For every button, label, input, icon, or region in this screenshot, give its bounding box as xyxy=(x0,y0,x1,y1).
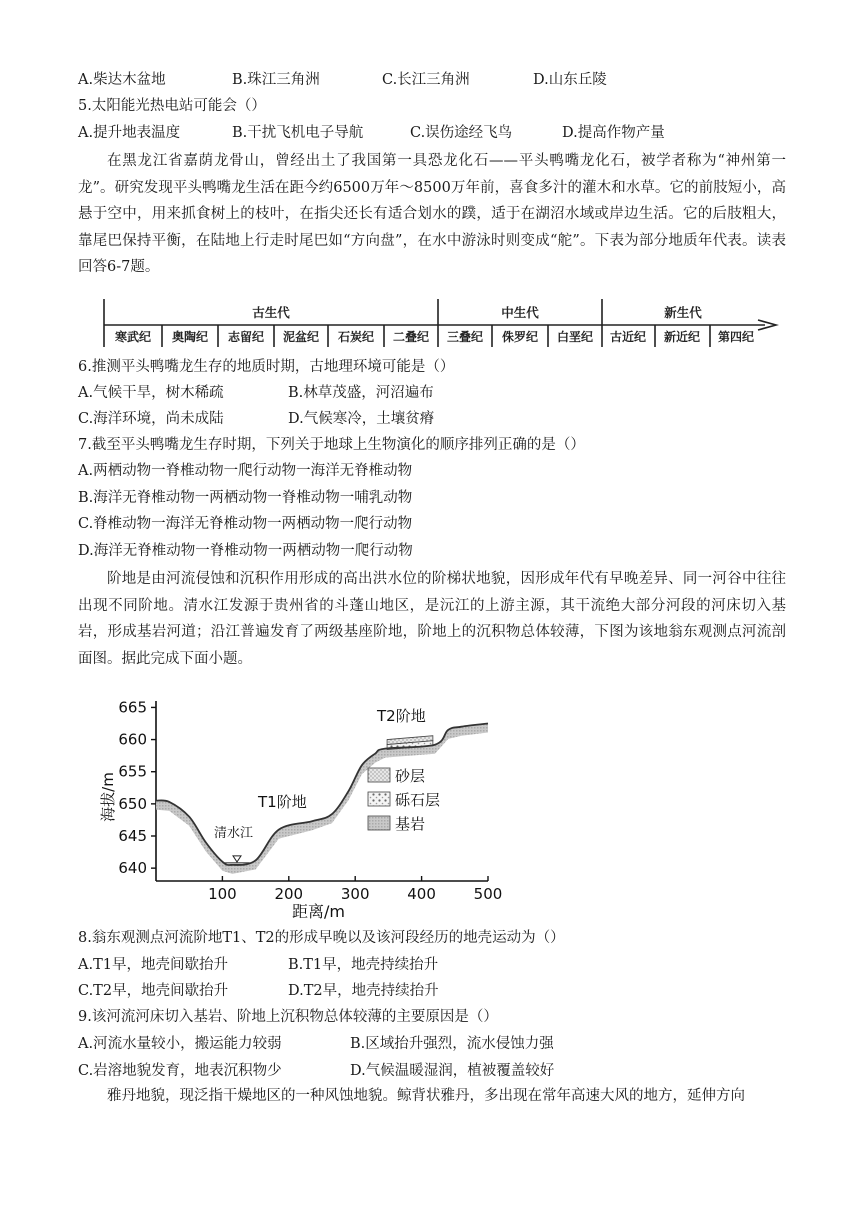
q6-stem: 6.推测平头鸭嘴龙生存的地质时期，古地理环境可能是（） xyxy=(78,359,455,375)
q7-option-d[interactable]: D.海洋无脊椎动物一脊椎动物一两栖动物一爬行动物 xyxy=(78,543,413,559)
q8-option-d[interactable]: D.T2早，地壳持续抬升 xyxy=(288,983,439,999)
y-tick-label: 660 xyxy=(118,730,147,749)
q5-option-d[interactable]: D.提高作物产量 xyxy=(562,125,665,141)
x-tick-label: 300 xyxy=(340,885,370,903)
y-tick-label: 665 xyxy=(118,698,147,717)
q5-options xyxy=(78,123,798,143)
era-mesozoic: 中生代 xyxy=(501,305,539,320)
era-cenozoic: 新生代 xyxy=(664,305,702,320)
q6-option-b[interactable]: B.林草茂盛，河沼遍布 xyxy=(288,385,434,401)
q7-stem: 7.截至平头鸭嘴龙生存时期，下列关于地球上生物演化的顺序排列正确的是（） xyxy=(78,437,585,453)
river-water-mark xyxy=(224,856,249,863)
q7-option-a[interactable]: A.两栖动物一脊椎动物一爬行动物一海洋无脊椎动物 xyxy=(78,463,413,479)
q5-option-a[interactable]: A.提升地表温度 xyxy=(78,125,181,141)
q5-option-c[interactable]: C.误伤途经飞鸟 xyxy=(410,125,513,141)
period-ordovician: 奥陶纪 xyxy=(171,330,209,344)
q9-option-a[interactable]: A.河流水量较小，搬运能力较弱 xyxy=(78,1036,282,1052)
q6-option-c[interactable]: C.海洋环境，尚未成陆 xyxy=(78,411,224,427)
x-tick-label: 200 xyxy=(274,885,304,903)
chart-legend xyxy=(368,767,440,833)
q4-option-b[interactable]: B.珠江三角洲 xyxy=(232,72,320,88)
period-carboniferous: 石炭纪 xyxy=(337,330,375,344)
legend-gravel: 砾石层 xyxy=(395,791,441,809)
legend-bedrock: 基岩 xyxy=(395,815,426,833)
legend-sand: 砂层 xyxy=(395,767,426,785)
period-cretaceous: 白垩纪 xyxy=(556,330,594,344)
period-devonian: 泥盆纪 xyxy=(282,330,320,344)
period-cambrian: 寒武纪 xyxy=(114,330,152,344)
q9-option-c[interactable]: C.岩溶地貌发育，地表沉积物少 xyxy=(78,1063,282,1079)
era-paleozoic: 古生代 xyxy=(252,305,290,320)
q4-option-d[interactable]: D.山东丘陵 xyxy=(533,72,607,88)
q4-options xyxy=(78,70,798,90)
q8-option-a[interactable]: A.T1早，地壳间歇抬升 xyxy=(78,957,228,973)
x-tick-label: 100 xyxy=(208,885,237,903)
passage-yardang: 雅丹地貌，现泛指干燥地区的一种风蚀地貌。鲸背状雅丹，多出现在常年高速大风的地方，延伸方向 xyxy=(107,1088,745,1104)
q6-option-a[interactable]: A.气候干旱，树木稀疏 xyxy=(78,385,224,401)
q4-option-a[interactable]: A.柴达木盆地 xyxy=(78,72,166,88)
period-quaternary: 第四纪 xyxy=(717,330,755,344)
q9-option-b[interactable]: B.区域抬升强烈，流水侵蚀力强 xyxy=(350,1036,554,1052)
q4-option-c[interactable]: C.长江三角洲 xyxy=(382,72,470,88)
passage-river-terrace: 阶地是由河流侵蚀和沉积作用形成的高出洪水位的阶梯状地貌，因形成年代有早晚差异、同一河谷中往往出现不同阶地。清水江发源于贵州省的斗蓬山地区，是沅江的上游主源，其干流绝大部分河段的河床切入基岩，形成基岩河道；沿江普遍发育了两级基座阶地，阶地上的沉积物总体较薄，下图为该地翁东观测点河流剖面图。据此完成下面小题。 xyxy=(78,571,786,667)
y-tick-label: 640 xyxy=(118,859,147,878)
period-neogene: 新近纪 xyxy=(663,330,701,344)
q8-option-b[interactable]: B.T1早，地壳持续抬升 xyxy=(288,957,439,973)
q9-option-d[interactable]: D.气候温暖湿润，植被覆盖较好 xyxy=(350,1063,555,1079)
q8-option-c[interactable]: C.T2早，地壳间歇抬升 xyxy=(78,983,229,999)
passage-dinosaur: 在黑龙江省嘉荫龙骨山，曾经出土了我国第一具恐龙化石——平头鸭嘴龙化石，被学者称为“神州第一龙”。研究发现平头鸭嘴龙生活在距今约6500万年～8500万年前，喜食多汁的灌木和水草。它的前肢短小，高悬于空中，用来抓食树上的枝叶，在指尖还长有适合划水的蹼，适于在湖沼水域或岸边生活。它的后肢粗大，靠尾巴保持平衡，在陆地上行走时尾巴如“方向盘”，在水中游泳时则变成“舵”。下表为部分地质年代表。读表回答6-7题。 xyxy=(78,153,786,275)
q6-option-d[interactable]: D.气候寒冷，土壤贫瘠 xyxy=(288,411,435,427)
y-tick-label: 645 xyxy=(118,827,147,845)
period-silurian: 志留纪 xyxy=(227,330,265,344)
y-tick-label: 650 xyxy=(118,794,147,813)
q7-option-c[interactable]: C.脊椎动物一海洋无脊椎动物一两栖动物一爬行动物 xyxy=(78,516,413,532)
q5-stem: 5.太阳能光热电站可能会（） xyxy=(78,98,266,114)
x-axis-title: 距离/m xyxy=(292,902,345,921)
q7-option-b[interactable]: B.海洋无脊椎动物一两栖动物一脊椎动物一哺乳动物 xyxy=(78,490,413,506)
q5-option-b[interactable]: B.干扰飞机电子导航 xyxy=(232,125,364,141)
x-tick-label: 400 xyxy=(407,885,436,903)
period-permian: 二叠纪 xyxy=(392,330,430,344)
t1-terrace-label: T1阶地 xyxy=(258,793,307,811)
river-profile-chart xyxy=(96,685,516,925)
y-tick-label: 655 xyxy=(118,762,147,781)
period-triassic: 三叠纪 xyxy=(446,330,484,344)
period-paleogene: 古近纪 xyxy=(609,330,647,344)
y-axis-title: 海拔/m xyxy=(99,772,117,822)
x-tick-label: 500 xyxy=(473,885,503,903)
q8-stem: 8.翁东观测点河流阶地T1、T2的形成早晚以及该河段经历的地壳运动为（） xyxy=(78,930,565,946)
geologic-timeline xyxy=(90,295,785,351)
period-jurassic: 侏罗纪 xyxy=(501,330,539,344)
river-name-label: 清水江 xyxy=(214,826,254,841)
q9-stem: 9.该河流河床切入基岩、阶地上沉积物总体较薄的主要原因是（） xyxy=(78,1009,498,1025)
t2-terrace-label: T2阶地 xyxy=(377,707,426,725)
